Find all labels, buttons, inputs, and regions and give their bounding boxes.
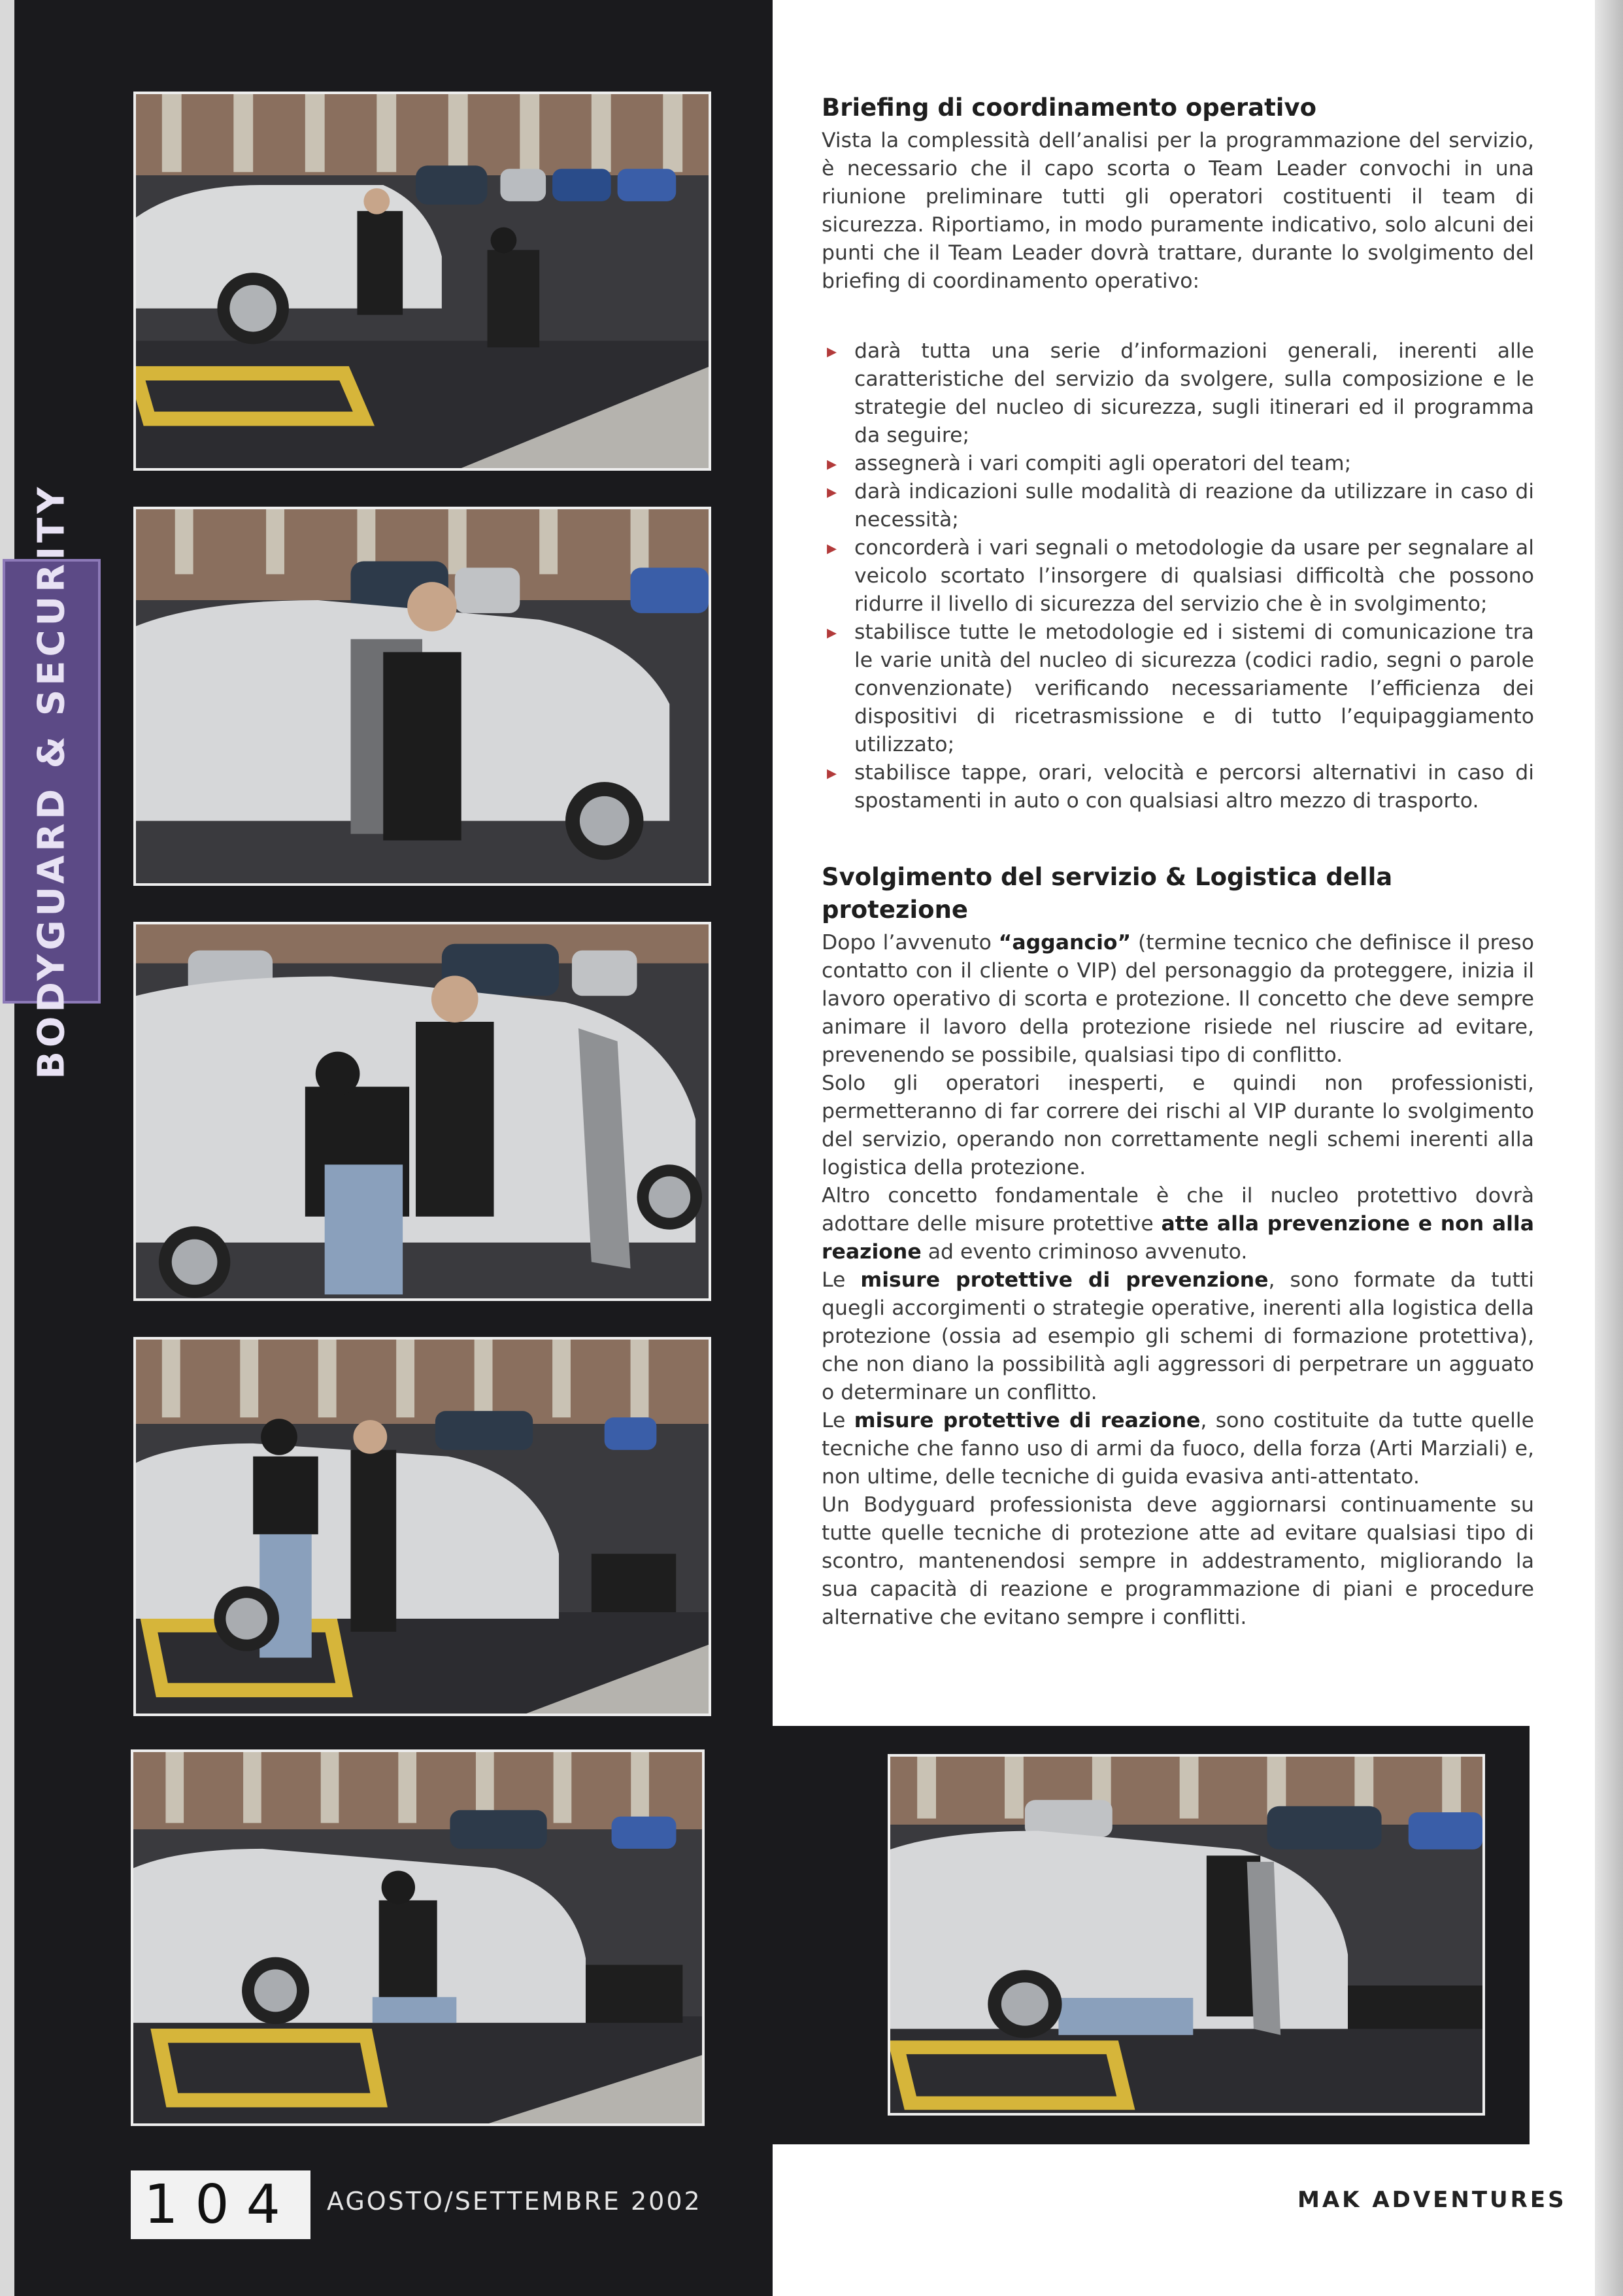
photo-2 (133, 507, 711, 886)
article-text (822, 92, 1534, 1632)
section1-title: Briefing di coordinamento operativo (822, 93, 1317, 122)
list-item: ▸ stabilisce tappe, orari, velocità e percorsi alternativi in caso di spostamenti in auto o con qualsiasi altro mezzo di trasporto. (822, 759, 1534, 815)
list-item: ▸ stabilisce tutte le metodologie ed i sistemi di comunicazione tra le varie unità del nucleo di sicurezza (codici radio, segni o parole convenzionate) verificando necessariamente l’efficienza dei dispositivi di ricetrasmissione e di tutto l’equipaggiamento utilizzato; (822, 618, 1534, 759)
section1-intro: Vista la complessità dell’analisi per la programmazione del servizio, è necessario che il capo scorta o Team Leader convochi in una riunione preliminare tutti gli operatori costituenti il team di sicurezza. Riportiamo, in modo puramente indicativo, solo alcuni dei punti che il Team Leader dovrà trattare, durante lo svolgimento del briefing di coordinamento operativo: (822, 129, 1534, 293)
photo-4 (133, 1337, 711, 1716)
section2-paragraph-3: Altro concetto fondamentale è che il nucleo protettivo dovrà adottare delle misure protettive atte alla prevenzione e non alla reazione ad evento criminoso avvenuto. (822, 1184, 1534, 1264)
photo-3 (133, 922, 711, 1301)
briefing-points (822, 337, 1534, 815)
section-tab (3, 483, 101, 1079)
list-item: ▸ assegnerà i vari compiti agli operatori del team; (822, 450, 1534, 478)
photo-6 (888, 1754, 1485, 2116)
photo-3-scene (136, 924, 709, 1298)
magazine-brand: MAK ADVENTURES (1297, 2187, 1567, 2213)
photo-1-scene (136, 94, 709, 468)
page-edge-left (0, 0, 14, 2296)
section2-paragraph-4: Le misure protettive di prevenzione, sono formate da tutti quegli accorgimenti o strategie operative, inerenti alla logistica della protezione (ossia ad esempio gli schemi di formazione protettiva), che non diano la possibilità agli aggressori di perpetrare un agguato o determinare un conflitto. (822, 1268, 1534, 1404)
section2-title: Svolgimento del servizio & Logistica della protezione (822, 863, 1393, 924)
section2-paragraph-2: Solo gli operatori inesperti, e quindi non professionisti, permetteranno di far correre dei rischi al VIP durante lo svolgimento del servizio, operando non correttamente negli schemi inerenti alla logistica della protezione. (822, 1072, 1534, 1179)
photo-5-scene (133, 1752, 702, 2123)
page-number: 104 (131, 2170, 310, 2239)
section2-paragraph-1: Dopo l’avvenuto “aggancio” (termine tecnico che definisce il preso contatto con il cliente o VIP) del personaggio da proteggere, inizia il lavoro operativo di scorta e protezione. Il concetto che deve sempre animare il lavoro della protezione risiede nel riuscire ad evitare, prevenendo se possibile, qualsiasi tipo di conflitto. (822, 931, 1534, 1067)
issue-date: AGOSTO/SETTEMBRE 2002 (327, 2187, 702, 2216)
section2-paragraph-6: Un Bodyguard professionista deve aggiornarsi continuamente su tutte quelle tecniche di protezione atte ad evitare qualsiasi tipo di scontro, mantenendosi sempre in addestramento, migliorando la sua capacità di reazione e programmazione di piani e procedure alternative che evitano sempre i conflitti. (822, 1493, 1534, 1629)
list-item: ▸ darà tutta una serie d’informazioni generali, inerenti alle caratteristiche del servizio da svolgere, sulla composizione e le strategie del nucleo di sicurezza, sugli itinerari ed il programma da seguire; (822, 337, 1534, 450)
photo-6-scene (890, 1757, 1482, 2113)
photo-2-scene (136, 509, 709, 883)
photo-5 (131, 1749, 705, 2126)
photo-4-scene (136, 1340, 709, 1714)
section-tab-label: BODYGUARD & SECURITY (30, 483, 73, 1079)
section2-paragraph-5: Le misure protettive di reazione, sono costituite da tutte quelle tecniche che fanno uso di armi da fuoco, della forza (Arti Marziali) e, non ultime, delle tecniche di guida evasiva anti-attentato. (822, 1409, 1534, 1489)
list-item: ▸ darà indicazioni sulle modalità di reazione da utilizzare in caso di necessità; (822, 478, 1534, 534)
photo-1 (133, 92, 711, 471)
page-edge-right (1595, 0, 1623, 2296)
list-item: ▸ concorderà i vari segnali o metodologie da usare per segnalare al veicolo scortato l’insorgere di qualsiasi difficoltà che possono ridurre il livello di sicurezza del servizio che è in svolgimento; (822, 534, 1534, 618)
